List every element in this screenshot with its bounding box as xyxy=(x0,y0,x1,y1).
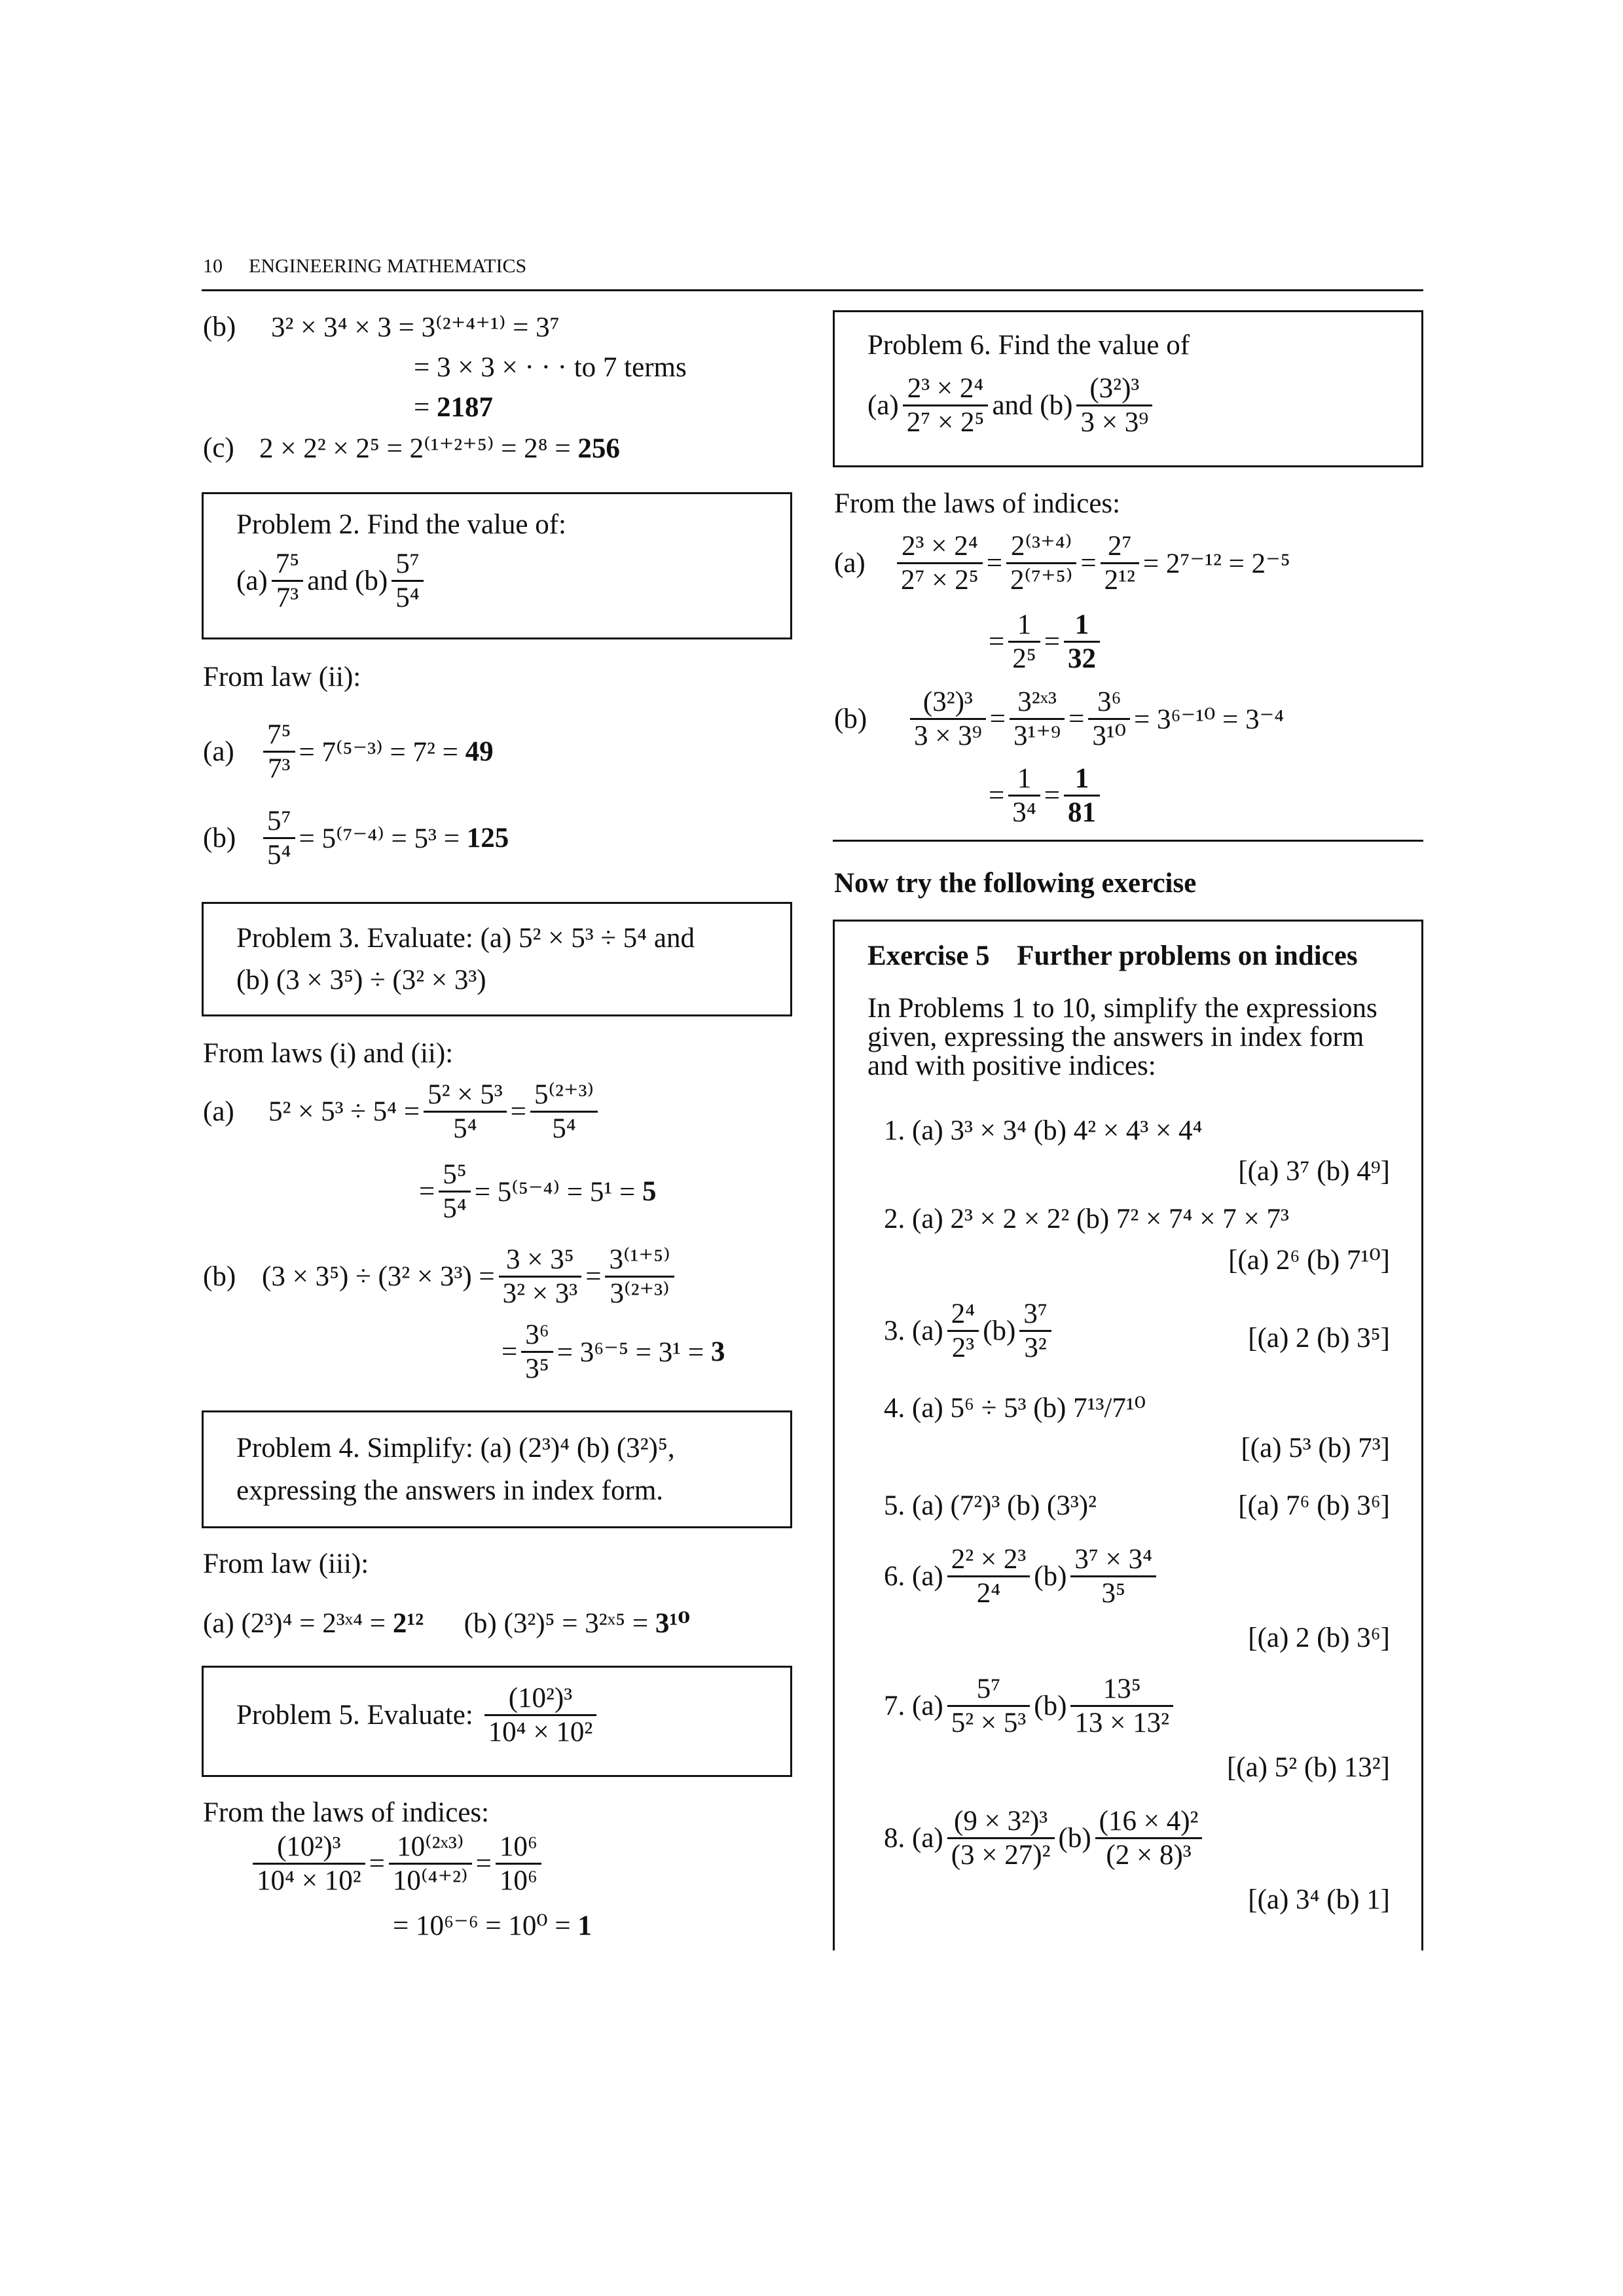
denominator: 2⁵ xyxy=(1012,643,1036,675)
answer-q4: [(a) 5³ (b) 7³] xyxy=(1241,1433,1390,1463)
equals: = xyxy=(1080,548,1097,579)
denominator: 2⁷ × 2⁵ xyxy=(901,565,979,596)
q7-label: 7. (a) xyxy=(884,1691,943,1722)
denominator: 3 × 3⁹ xyxy=(914,721,982,752)
problem-2-expression xyxy=(236,548,428,615)
numerator: 5⁷ xyxy=(263,805,295,839)
fraction xyxy=(263,805,295,872)
equals: = xyxy=(1044,626,1061,658)
denominator: 10⁶ xyxy=(499,1865,538,1897)
fraction xyxy=(1008,762,1040,829)
fraction xyxy=(496,1831,541,1897)
answer-3: 3 xyxy=(710,1336,725,1368)
denominator: 3² × 3³ xyxy=(502,1278,578,1310)
and-b: and (b) xyxy=(992,390,1073,422)
numerator: 5⁵ xyxy=(439,1158,471,1193)
problem-6-title: Problem 6. Find the value of xyxy=(867,330,1190,361)
equals: = xyxy=(989,780,1005,812)
label-b: (b) xyxy=(1058,1823,1091,1854)
denominator: 5⁴ xyxy=(267,840,291,871)
lhs: (3 × 3⁵) ÷ (3² × 3³) = xyxy=(262,1261,495,1293)
fraction xyxy=(1019,1298,1051,1365)
denominator: 2⁷ × 2⁵ xyxy=(906,407,985,439)
solution-6b xyxy=(834,686,1284,753)
and-b: and (b) xyxy=(307,565,388,597)
answer-2187: 2187 xyxy=(437,392,494,423)
fraction xyxy=(1010,686,1065,753)
numerator: 2⁴ xyxy=(947,1298,979,1332)
fraction xyxy=(521,1319,553,1386)
answer-3-10: 3¹⁰ xyxy=(655,1608,691,1639)
working: = 10⁶⁻⁶ = 10⁰ = xyxy=(393,1910,571,1941)
p1b-line2: = 3 × 3 × · · · to 7 terms xyxy=(414,352,687,383)
denominator: 3⁴ xyxy=(1012,797,1036,829)
exercise-intro-line1: In Problems 1 to 10, simplify the expressions xyxy=(867,993,1377,1024)
fraction xyxy=(947,1673,1030,1740)
answer-q8: [(a) 3⁴ (b) 1] xyxy=(1248,1884,1390,1915)
fraction xyxy=(605,1244,674,1310)
question-6 xyxy=(884,1543,1160,1610)
numerator: (3²)³ xyxy=(1076,372,1152,406)
numerator: (16 × 4)² xyxy=(1095,1805,1203,1839)
denominator: 10⁴ × 10² xyxy=(257,1865,361,1897)
solution-3b xyxy=(203,1244,678,1310)
fraction xyxy=(947,1298,979,1365)
p1b-line3 xyxy=(414,391,493,423)
numerator: 7⁵ xyxy=(263,719,295,753)
solution-2a xyxy=(203,719,494,785)
question-3 xyxy=(884,1298,1055,1365)
answer-q5: [(a) 7⁶ (b) 3⁶] xyxy=(1238,1490,1390,1521)
fraction xyxy=(263,719,295,785)
working: = 5⁽⁵⁻⁴⁾ = 5¹ = xyxy=(474,1176,636,1208)
numerator: 3⁶ xyxy=(521,1319,553,1353)
problem-6-expression xyxy=(867,372,1156,439)
problem-2-title: Problem 2. Find the value of: xyxy=(236,509,566,540)
answer-q2: [(a) 2⁶ (b) 7¹⁰] xyxy=(1228,1245,1390,1276)
denominator: (3 × 27)² xyxy=(951,1840,1051,1871)
fraction xyxy=(253,1831,365,1897)
denominator: 2⁴ xyxy=(976,1578,1001,1609)
answer-2-12: 2¹² xyxy=(392,1608,424,1639)
label-b: (b) xyxy=(983,1316,1016,1347)
question-8 xyxy=(884,1805,1206,1872)
equals: = xyxy=(510,1096,526,1128)
numerator: (10²)³ xyxy=(253,1831,365,1865)
equals: = xyxy=(419,1176,435,1208)
working: = 2⁷⁻¹² = 2⁻⁵ xyxy=(1142,548,1290,579)
fraction xyxy=(389,1831,472,1897)
solution-6a-line2 xyxy=(989,609,1104,675)
answer-1-over-81 xyxy=(1064,762,1100,829)
equals: = xyxy=(414,392,430,423)
exercise-intro-line3: and with positive indices: xyxy=(867,1050,1156,1081)
problem-6-box xyxy=(833,310,1423,467)
denominator: 5⁴ xyxy=(395,583,420,614)
numerator: 2³ × 2⁴ xyxy=(903,372,989,406)
problem-5-expression xyxy=(236,1682,600,1749)
working: = 7⁽⁵⁻³⁾ = 7² = xyxy=(299,736,458,768)
denominator: (2 × 8)³ xyxy=(1106,1840,1192,1871)
denominator: 7³ xyxy=(268,753,291,785)
fraction xyxy=(947,1543,1030,1610)
label-b: (b) xyxy=(834,704,867,735)
running-title: ENGINEERING MATHEMATICS xyxy=(249,255,527,277)
denominator: 10⁴ × 10² xyxy=(488,1717,593,1748)
fraction xyxy=(1006,530,1076,597)
denominator: 2⁽⁷⁺⁵⁾ xyxy=(1010,565,1073,596)
p1c-line xyxy=(259,432,620,465)
solution-6b-line2 xyxy=(989,762,1104,829)
numerator: 7⁵ xyxy=(272,548,304,582)
numerator: 3²ˣ³ xyxy=(1010,686,1065,720)
denominator: 5⁴ xyxy=(453,1113,477,1145)
question-4: 4. (a) 5⁶ ÷ 5³ (b) 7¹³/7¹⁰ xyxy=(884,1393,1146,1424)
question-5: 5. (a) (7²)³ (b) (3³)² xyxy=(884,1490,1097,1521)
answer-1: 1 xyxy=(577,1910,592,1941)
problem-3-box xyxy=(202,902,792,1016)
problem-4-line1: Problem 4. Simplify: (a) (2³)⁴ (b) (3²)⁵, xyxy=(236,1433,675,1463)
answer-q1: [(a) 3⁷ (b) 4⁹] xyxy=(1238,1156,1390,1187)
p1c-expression: 2 × 2² × 2⁵ = 2⁽¹⁺²⁺⁵⁾ = 2⁸ = xyxy=(259,433,571,464)
fraction xyxy=(947,1805,1055,1872)
numerator: 1 xyxy=(1064,762,1100,797)
denominator: 3¹⁰ xyxy=(1092,721,1127,752)
solution-5 xyxy=(249,1831,545,1897)
section-rule xyxy=(833,840,1423,842)
equals: = xyxy=(1068,704,1085,735)
numerator: 2² × 2³ xyxy=(947,1543,1030,1577)
p1b-line1: 3² × 3⁴ × 3 = 3⁽²⁺⁴⁺¹⁾ = 3⁷ xyxy=(271,312,560,343)
denominator: 3⁵ xyxy=(525,1354,549,1385)
question-1: 1. (a) 3³ × 3⁴ (b) 4² × 4³ × 4⁴ xyxy=(884,1115,1203,1146)
numerator: (3²)³ xyxy=(910,686,986,720)
from-laws-of-indices-right: From the laws of indices: xyxy=(834,488,1121,519)
exercise-topic: Further problems on indices xyxy=(1017,941,1358,971)
fraction xyxy=(1070,1673,1173,1740)
from-laws-of-indices-left: From the laws of indices: xyxy=(203,1797,490,1828)
page-number: 10 xyxy=(203,255,223,277)
answer-49: 49 xyxy=(465,736,494,768)
equals: = xyxy=(986,548,1002,579)
equals: = xyxy=(1044,780,1061,812)
numerator: 10⁶ xyxy=(496,1831,541,1865)
fraction xyxy=(1008,609,1040,675)
equals: = xyxy=(585,1261,602,1293)
exercise-title xyxy=(867,940,1358,972)
denominator: 10⁽⁴⁺²⁾ xyxy=(392,1865,468,1897)
numerator: (10²)³ xyxy=(484,1682,597,1716)
working: = 3⁶⁻¹⁰ = 3⁻⁴ xyxy=(1134,704,1285,735)
denominator: 3⁽²⁺³⁾ xyxy=(610,1278,670,1310)
working: = 3⁶⁻⁵ = 3¹ = xyxy=(556,1336,704,1368)
problem-5-box xyxy=(202,1666,792,1777)
numerator: 1 xyxy=(1008,762,1040,797)
question-2: 2. (a) 2³ × 2 × 2² (b) 7² × 7⁴ × 7 × 7³ xyxy=(884,1204,1289,1234)
denominator: 5⁴ xyxy=(552,1113,576,1145)
from-laws-i-ii: From laws (i) and (ii): xyxy=(203,1038,454,1069)
exercise-5-box xyxy=(833,920,1423,1950)
p1c-label: (c) xyxy=(203,433,234,463)
lhs: 5² × 5³ ÷ 5⁴ = xyxy=(268,1096,420,1128)
label-a: (a) xyxy=(867,390,899,422)
solution-2b xyxy=(203,805,509,872)
answer-256: 256 xyxy=(577,433,620,464)
fraction xyxy=(439,1158,471,1225)
denominator: 3⁵ xyxy=(1101,1578,1126,1609)
label-a: (a) xyxy=(834,548,866,579)
label-b: (b) xyxy=(203,823,236,854)
answer-q6: [(a) 2 (b) 3⁶] xyxy=(1248,1623,1390,1653)
solution-4 xyxy=(203,1607,690,1640)
denominator: 5⁴ xyxy=(443,1193,467,1225)
numerator: 3⁶ xyxy=(1088,686,1130,720)
now-try-heading: Now try the following exercise xyxy=(834,868,1197,899)
label-a: (a) xyxy=(203,736,234,768)
solution-3a xyxy=(203,1079,602,1145)
label-b: (b) xyxy=(1034,1561,1067,1592)
equals: = xyxy=(989,626,1005,658)
numerator: 5⁷ xyxy=(947,1673,1030,1707)
denominator: 32 xyxy=(1068,643,1097,675)
answer-q3: [(a) 2 (b) 3⁵] xyxy=(1248,1323,1390,1354)
solution-3a-line2 xyxy=(419,1158,656,1225)
fraction xyxy=(1076,372,1152,439)
equals: = xyxy=(989,704,1006,735)
answer-125: 125 xyxy=(466,823,509,854)
fraction xyxy=(910,686,986,753)
label-a: (a) xyxy=(236,565,268,597)
denominator: 2³ xyxy=(951,1333,975,1364)
problem-3-line1: Problem 3. Evaluate: (a) 5² × 5³ ÷ 5⁴ and xyxy=(236,923,695,954)
problem-4-box xyxy=(202,1410,792,1528)
numerator: 3⁽¹⁺⁵⁾ xyxy=(605,1244,674,1278)
numerator: 5⁷ xyxy=(392,548,424,582)
fraction xyxy=(499,1244,582,1310)
denominator: 5² × 5³ xyxy=(951,1708,1027,1739)
numerator: (9 × 3²)³ xyxy=(947,1805,1055,1839)
numerator: 3 × 3⁵ xyxy=(499,1244,582,1278)
answer-q7: [(a) 5² (b) 13²] xyxy=(1226,1752,1390,1783)
numerator: 13⁵ xyxy=(1070,1673,1173,1707)
solution-6a xyxy=(834,530,1290,597)
label-b: (b) xyxy=(1034,1691,1067,1722)
numerator: 1 xyxy=(1008,609,1040,643)
answer-1-over-32 xyxy=(1064,609,1100,675)
numerator: 2³ × 2⁴ xyxy=(897,530,983,564)
fraction xyxy=(1095,1805,1203,1872)
solution-3b-line2 xyxy=(501,1319,725,1386)
solution-5-line2 xyxy=(393,1909,592,1942)
fraction xyxy=(530,1079,598,1145)
problem-4-line2: expressing the answers in index form. xyxy=(236,1475,664,1506)
numerator: 5⁽²⁺³⁾ xyxy=(530,1079,598,1113)
fraction-7-5-over-7-3 xyxy=(272,548,304,615)
solution-4a: (a) (2³)⁴ = 2³ˣ⁴ = xyxy=(203,1608,386,1639)
header-rule xyxy=(202,289,1423,291)
equals: = xyxy=(501,1336,518,1368)
problem-2-box xyxy=(202,492,792,639)
numerator: 3⁷ × 3⁴ xyxy=(1070,1543,1156,1577)
equals: = xyxy=(369,1848,385,1880)
label-b: (b) xyxy=(203,1261,236,1293)
numerator: 3⁷ xyxy=(1019,1298,1051,1332)
denominator: 81 xyxy=(1068,797,1097,829)
p1b-label: (b) xyxy=(203,312,236,342)
answer-5: 5 xyxy=(642,1176,657,1208)
q6-label: 6. (a) xyxy=(884,1561,943,1592)
problem-3-line2: (b) (3 × 3⁵) ÷ (3² × 3³) xyxy=(236,965,486,996)
fraction xyxy=(903,372,989,439)
exercise-intro-line2: given, expressing the answers in index form xyxy=(867,1022,1364,1052)
q8-label: 8. (a) xyxy=(884,1823,943,1854)
denominator: 7³ xyxy=(276,583,299,614)
solution-4b: (b) (3²)⁵ = 3²ˣ⁵ = xyxy=(464,1608,649,1639)
q3-label: 3. (a) xyxy=(884,1316,943,1347)
numerator: 10⁽²ˣ³⁾ xyxy=(389,1831,472,1865)
denominator: 3² xyxy=(1024,1333,1047,1364)
problem-5-text: Problem 5. Evaluate: xyxy=(236,1700,473,1731)
label-a: (a) xyxy=(203,1096,234,1128)
denominator: 2¹² xyxy=(1104,565,1135,596)
denominator: 3 × 3⁹ xyxy=(1080,407,1149,439)
numerator: 5² × 5³ xyxy=(424,1079,507,1113)
fraction xyxy=(1070,1543,1156,1610)
numerator: 1 xyxy=(1064,609,1100,643)
exercise-number: Exercise 5 xyxy=(867,941,990,971)
fraction xyxy=(484,1682,597,1749)
fraction xyxy=(1101,530,1139,597)
question-7 xyxy=(884,1673,1177,1740)
fraction xyxy=(424,1079,507,1145)
equals: = xyxy=(475,1848,492,1880)
denominator: 13 × 13² xyxy=(1074,1708,1170,1739)
from-law-ii: From law (ii): xyxy=(203,662,361,692)
numerator: 2⁽³⁺⁴⁾ xyxy=(1006,530,1076,564)
fraction xyxy=(897,530,983,597)
numerator: 2⁷ xyxy=(1101,530,1139,564)
working: = 5⁽⁷⁻⁴⁾ = 5³ = xyxy=(299,823,460,854)
from-law-iii: From law (iii): xyxy=(203,1549,369,1579)
denominator: 3¹⁺⁹ xyxy=(1013,721,1061,752)
fraction-5-7-over-5-4 xyxy=(392,548,424,615)
fraction xyxy=(1088,686,1130,753)
